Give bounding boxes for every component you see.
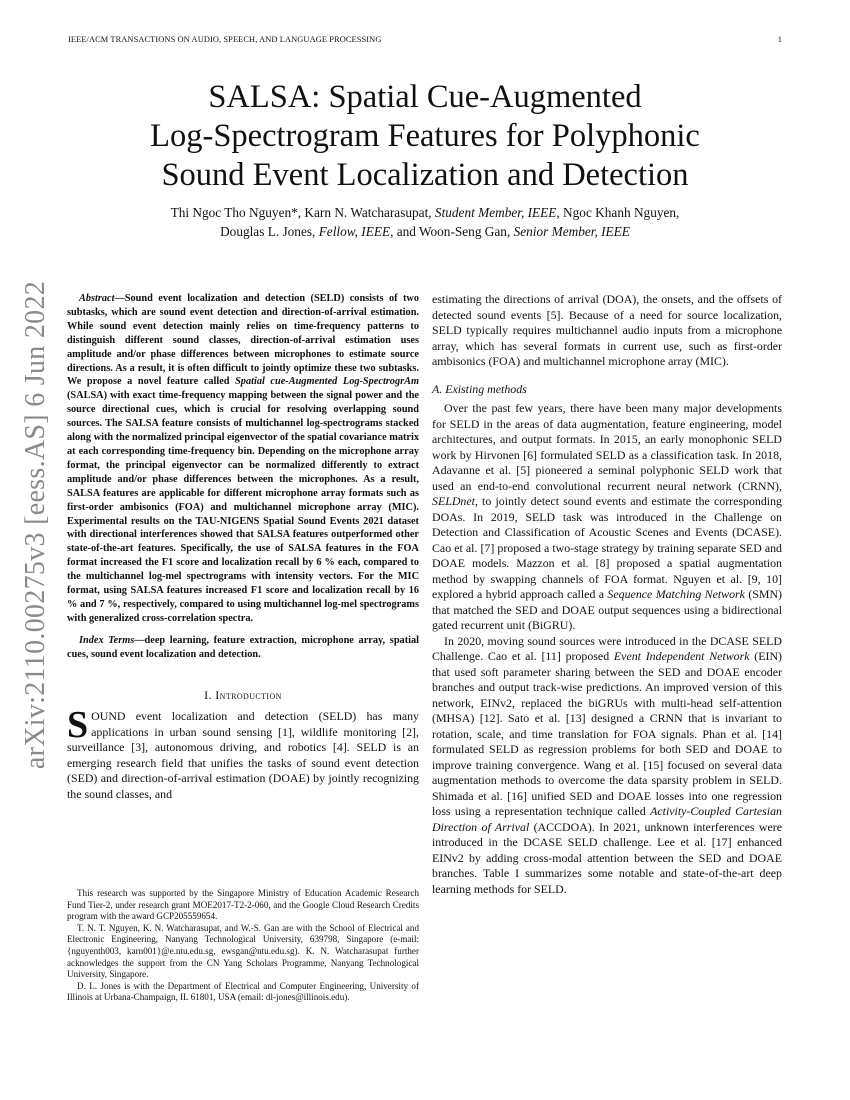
author-names: , Ngoc Khanh Nguyen, [556, 205, 680, 220]
index-terms-label: Index Terms [79, 634, 135, 646]
dash: — [134, 634, 145, 646]
journal-name: IEEE/ACM TRANSACTIONS ON AUDIO, SPEECH, AND LANGUAGE PROCESSING [68, 35, 382, 44]
introduction-paragraph [67, 704, 419, 802]
abstract-feature-name: Spatial cue-Augmented Log-SpectrogrAm [235, 376, 419, 388]
paragraph-text: Over the past few years, there have been many major developments for SELD in the areas of data augmentation, feature engineering, model architectures, and output formats. In 2015, an early monophonic SELD work by Hirvonen [6] formulated SELD as a classification task. In 2018, Adavanne et al. [5] pioneered a seminal polyphonic SELD work that used an end-to-end convolutional recurrent neural network (CRNN), [432, 401, 782, 493]
abstract-label: Abstract [79, 293, 115, 304]
footnote-funding: This research was supported by the Singapore Ministry of Education Academic Research Fund Tier-2, under research grant MOE2017-T2-2-060, and the Google Cloud Research Credits program with the award GCP205559654. [67, 888, 419, 922]
title-line: SALSA: Spatial Cue-Augmented [208, 79, 642, 115]
method-name: Sequence Matching Network [607, 587, 745, 601]
existing-methods-paragraph-2 [432, 634, 782, 898]
page-number: 1 [777, 35, 782, 44]
left-column [67, 292, 419, 802]
method-name: Activity-Coupled Cartesian Direction of Arrival [432, 804, 782, 834]
author-names: Thi Ngoc Tho Nguyen*, Karn N. Watcharasupat, [170, 205, 435, 220]
method-name: Event Independent Network [613, 649, 750, 663]
section-title: Introduction [215, 687, 282, 702]
paragraph-text: , to jointly detect sound events and estimate the corresponding DOAs. In 2019, SELD task was introduced in the Challenge on Detection and Classification of Acoustic Scenes and Events (DCASE). Cao et al. [7] proposed a two-stage strategy by training separate SED and DOAE models. Mazzon et al. [8] proposed a spatial augmentation method by swapping channels of FOA format. Nguyen et al. [9, 10] explored a hybrid approach called a [432, 494, 782, 601]
abstract [67, 292, 419, 626]
drop-cap: S [67, 704, 89, 747]
author-names: , and Woon-Seng Gan, [390, 224, 514, 239]
paragraph-text: In 2020, moving sound sources were introduced in the DCASE SELD Challenge. Cao et al. [11] proposed [432, 633, 782, 663]
arxiv-stamp [14, 280, 58, 770]
arxiv-identifier: arXiv:2110.00275v3 [eess.AS] 6 Jun 2022 [20, 280, 51, 770]
footnotes [67, 888, 419, 1004]
section-number: I. [204, 687, 216, 702]
running-header [68, 35, 782, 44]
author-list [0, 203, 850, 241]
author-membership: Student Member, IEEE [434, 205, 557, 220]
abstract-text: Sound event localization and detection (SELD) consists of two subtasks, which are sound event detection and direction-of-arrival estimation. While sound event detection mainly relies on time-frequency patterns to distinguish different sound classes, direction-of-arrival estimation uses amplitude and/or phase differences between microphones to estimate source directions. As a result, it is often difficult to jointly optimize these two subtasks. We propose a novel feature called [67, 293, 419, 388]
abstract-text: (SALSA) with exact time-frequency mapping between the signal power and the source directional cues, which is crucial for resolving overlapping sound sources. The SALSA feature consists of multichannel log-spectrograms stacked along with the normalized principal eigenvector of the spatial covariance matrix at each corresponding time-frequency bin. Depending on the microphone array format, the principal eigenvector can be normalized differently to extract amplitude and/or phase differences between the microphones. As a result, SALSA features are applicable for different microphone array formats such as first-order ambisonics (FOA) and multichannel microphone array (MIC). Experimental results on the TAU-NIGENS Spatial Sound Events 2021 dataset with directional interferences showed that SALSA features outperformed other state-of-the-art features. Specifically, the use of SALSA features in the FOA format increased the F1 score and localization recall by 6 % each, compared to the multichannel log-mel spectrograms with intensity vectors. For the MIC format, using SALSA features increased F1 score and localization recall by 16 % and 7 %, respectively, compared to using multichannel log-mel spectrograms with generalized cross-correlation spectra. [67, 390, 419, 624]
index-terms [67, 634, 419, 662]
introduction-text: OUND event localization and detection (SELD) has many applications in urban sound sensing [1], wildlife monitoring [2], surveillance [3], autonomous driving, and robotics [4]. SELD is an emerging research field that unifies the tasks of sound event detection (SED) and direction-of-arrival estimation (DOAE) by jointly recognizing the sound classes, and [67, 709, 419, 801]
introduction-continuation: estimating the directions of arrival (DOA), the onsets, and the offsets of detected sound events [5]. Because of a need for source localization, SELD typically requires multichannel audio inputs from a microphone array, which has several formats in current use, such as first-order ambisonics (FOA) and multichannel microphone array (MIC). [432, 292, 782, 368]
author-line-1 [0, 203, 850, 222]
paragraph-text: (ACCDOA). In 2021, unknown interferences were introduced in the DCASE SELD challenge. Lee et al. [17] enhanced EINv2 by adding cross-modal attention between the SED and DOAE branches. Table I summarizes some notable and state-of-the-art deep learning methods for SELD. [432, 819, 782, 896]
title-line: Log-Spectrogram Features for Polyphonic [150, 118, 700, 154]
subsection-heading-existing-methods: A. Existing methods [432, 381, 527, 396]
author-names: Douglas L. Jones, [220, 224, 319, 239]
title-line: Sound Event Localization and Detection [161, 157, 689, 193]
dash: — [114, 293, 125, 304]
author-membership: Senior Member, IEEE [513, 224, 630, 239]
footnote-affiliation-uiuc: D. L. Jones is with the Department of Electrical and Computer Engineering, University of Illinois at Urbana-Champaign, IL 61801, USA (email: dl-jones@illinois.edu). [67, 980, 419, 1003]
paragraph-text: (SMN) that matched the SED and DOAE output sequences using a bidirectional gated recurrent unit (BiGRU). [432, 587, 783, 632]
section-heading-introduction [67, 688, 419, 704]
author-membership: Fellow, IEEE [318, 224, 391, 239]
index-terms-text: deep learning, feature extraction, microphone array, spatial cues, sound event localization and detection. [67, 634, 419, 660]
footnote-affiliation-ntu: T. N. T. Nguyen, K. N. Watcharasupat, and W.-S. Gan are with the School of Electrical and Electronic Engineering, Nanyang Technological University, 639798, Singapore (e-mail: {nguyenth003, karn001}@e.ntu.edu.sg, ewsgan@ntu.edu.sg). K. N. Watcharasupat further acknowledges the support from the CN Yang Scholars Programme, Nanyang Technological University, Singapore. [67, 922, 419, 980]
paper-title [0, 78, 850, 195]
method-name: SELDnet [432, 494, 475, 508]
paragraph-text: (EIN) that used soft parameter sharing between the SED and DOAE encoder branches and output track-wise predictions. An improved version of this network, EINv2, replaced the biGRUs with multi-head self-attention (MHSA) [12]. Sato et al. [13] designed a CRNN that is invariant to rotation, scale, and time translation for FOA signals. Phan et al. [14] formulated SELD as regression problems for both SED and DOAE to improve training convergence. Wang et al. [15] focused on several data augmentation methods to overcome the data sparsity problem in SELD. Shimada et al. [16] unified SED and DOAE losses into one regression loss using a representation technique called [432, 649, 783, 818]
existing-methods-paragraph-1 [432, 401, 782, 634]
author-line-2 [0, 222, 850, 241]
right-column [432, 292, 782, 897]
